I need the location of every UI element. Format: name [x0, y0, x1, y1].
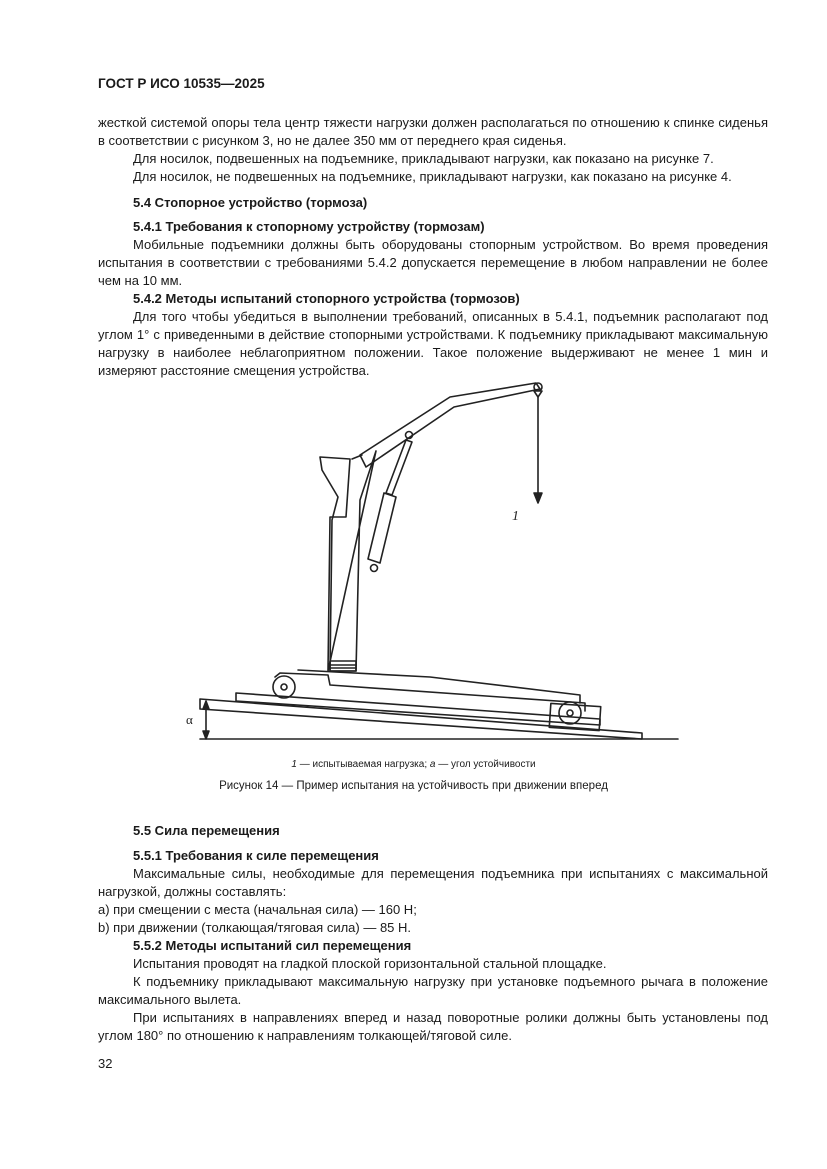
legend-variable: a — [429, 759, 436, 770]
base-frame — [236, 693, 600, 725]
figure-legend — [0, 759, 827, 770]
boom-arm — [360, 383, 540, 467]
mast — [320, 451, 376, 671]
mast-base — [330, 661, 356, 671]
list-item: a) при смещении с места (начальная сила) — 160 Н; — [98, 902, 417, 917]
rear-wheel-hub — [567, 710, 573, 716]
intro-paragraph: Для носилок, не подвешенных на подъемнике, прикладывают нагрузки, как показано на рисунке 4. — [133, 169, 732, 184]
subsection-heading: 5.5.1 Требования к силе перемещения — [133, 848, 379, 863]
intro-paragraph: Для носилок, подвешенных на подъемнике, прикладывают нагрузки, как показано на рисунке 7. — [133, 151, 714, 166]
body-paragraph: К подъемнику прикладывают максимальную нагрузку при установке подъемного рычага в положение максимального вылета. — [98, 974, 768, 1007]
legend-number: 1 — [291, 759, 297, 770]
body-paragraph: При испытаниях в направлениях вперед и назад поворотные ролики должны быть установлены под углом 180° по отношению к направлениям толкающей/тяговой силе. — [98, 1010, 768, 1043]
section-heading: 5.5 Сила перемещения — [133, 823, 280, 838]
page-number: 32 — [98, 1056, 113, 1071]
angle-label: α — [186, 712, 193, 727]
section-5-5 — [98, 822, 768, 840]
cylinder-body — [368, 493, 396, 563]
list-item: b) при движении (толкающая/тяговая сила) — 85 Н. — [98, 920, 412, 935]
body-paragraph: Для того чтобы убедиться в выполнении требований, описанных в 5.4.1, подъемник располагают под углом 1° с приведенными в действие стопорными устройствами. К подъемнику прикладывают максимальную нагрузку в наиболее неблагоприятном положении. Такое положение выдерживают не менее 1 мин и измеряют расстояние смещения устройства. — [98, 309, 768, 378]
body-paragraph: Испытания проводят на гладкой плоской горизонтальной стальной площадке. — [133, 956, 607, 971]
front-wheel — [273, 676, 295, 698]
front-wheel-hub — [281, 684, 287, 690]
subsection-heading: 5.4.1 Требования к стопорному устройству (тормозам) — [133, 219, 485, 234]
section-5-5-body — [98, 847, 768, 1045]
legend-text: — испытываемая нагрузка; — [296, 759, 430, 770]
figure-caption: Рисунок 14 — Пример испытания на устойчивость при движении вперед — [219, 780, 608, 792]
intro-paragraph: жесткой системой опоры тела центр тяжести нагрузки должен располагаться по отношению к спинке сиденья в соответствии с рисунком 3, но не далее 350 мм от переднего края сиденья. — [98, 115, 768, 148]
document-header: ГОСТ Р ИСО 10535—2025 — [98, 76, 265, 91]
cylinder-bottom-pivot — [371, 565, 378, 572]
body-paragraph: Мобильные подъемники должны быть оборудованы стопорным устройством. Во время проведения испытания в соответствии с требованиями 5.4.2 допускается перемещение в любом направлении не более чем на 10 мм. — [98, 237, 768, 288]
subsection-heading: 5.4.2 Методы испытаний стопорного устройства (тормозов) — [133, 291, 520, 306]
intro-section — [98, 114, 768, 186]
chassis — [275, 673, 585, 711]
load-label: 1 — [512, 509, 519, 524]
body-paragraph: Максимальные силы, необходимые для перемещения подъемника при испытаниях с максимальной нагрузкой, должны составлять: — [98, 866, 768, 899]
load-arrow-icon — [534, 493, 542, 503]
lift-stability-figure — [180, 345, 680, 745]
section-5-4 — [98, 194, 768, 212]
section-heading: 5.4 Стопорное устройство (тормоза) — [133, 195, 368, 210]
subsection-heading: 5.5.2 Методы испытаний сил перемещения — [133, 938, 412, 953]
legend-text: — угол устойчивости — [435, 759, 536, 770]
cylinder-rod — [386, 440, 412, 495]
